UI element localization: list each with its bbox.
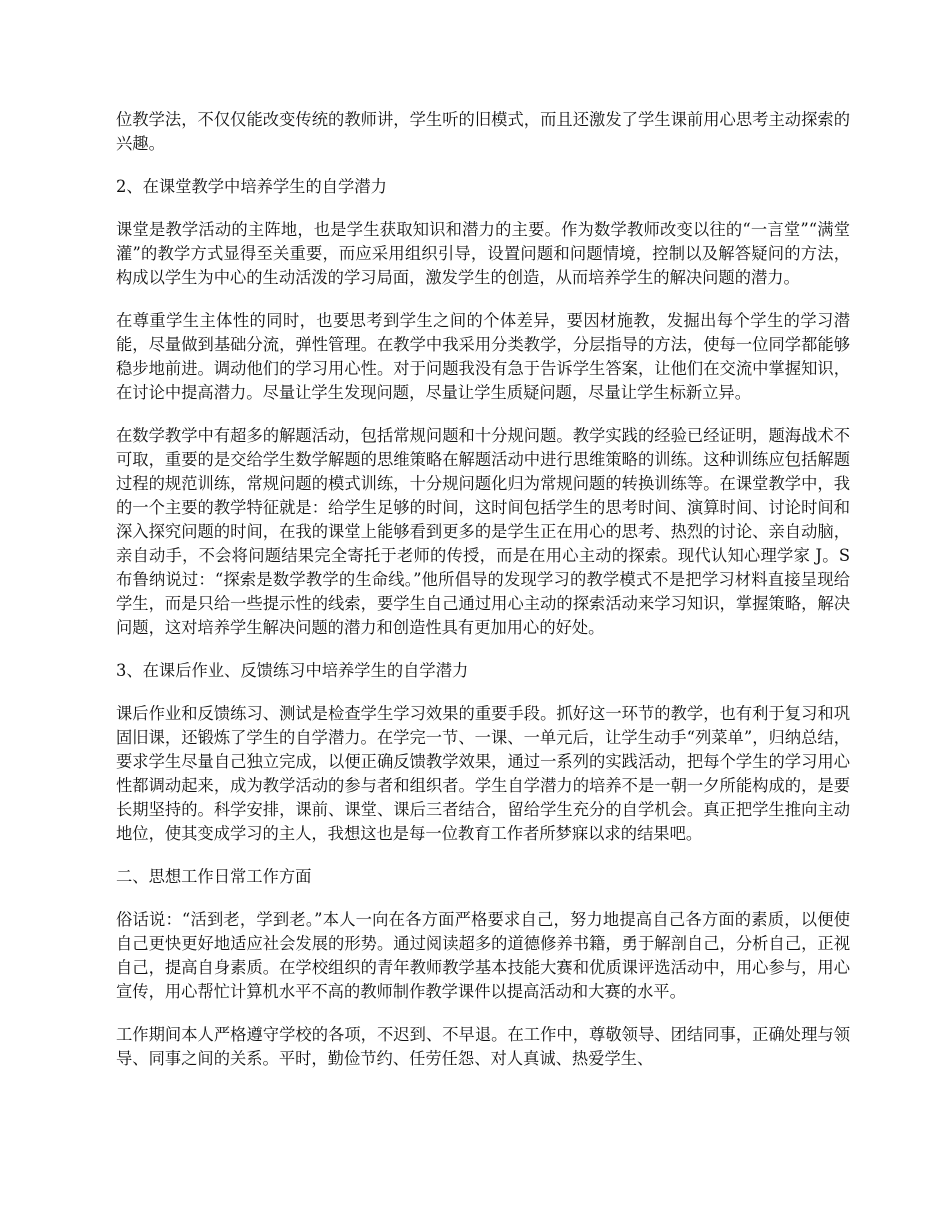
- body-paragraph: 工作期间本人严格遵守学校的各项，不迟到、不早退。在工作中，尊敬领导、团结同事，正确处理与领导、同事之间的关系。平时，勤俭节约、任劳任怨、对人真诚、热爱学生、: [116, 1025, 850, 1068]
- body-paragraph: 课堂是教学活动的主阵地，也是学生获取知识和潜力的主要。作为数学教师改变以往的“一言堂”“满堂灌”的教学方式显得至关重要，而应采用组织引导，设置问题和问题情境，控制以及解答疑问的方法，构成以学生为中心的生动活泼的学习局面，激发学生的创造，从而培养学生的解决问题的潜力。: [116, 220, 850, 287]
- body-paragraph: 在尊重学生主体性的同时，也要思考到学生之间的个体差异，要因材施教，发掘出每个学生的学习潜能，尽量做到基础分流，弹性管理。在教学中我采用分类教学，分层指导的方法，使每一位同学都能够稳步地前进。调动他们的学习用心性。对于问题我没有急于告诉学生答案，让他们在交流中掌握知识，在讨论中提高潜力。尽量让学生发现问题，尽量让学生质疑问题，尽量让学生标新立异。: [116, 311, 850, 402]
- section-heading: 3、在课后作业、反馈练习中培养学生的自学潜力: [116, 661, 469, 680]
- section-heading: 二、思想工作日常工作方面: [116, 867, 312, 886]
- body-paragraph: 在数学教学中有超多的解题活动，包括常规问题和十分规问题。教学实践的经验已经证明，题海战术不可取，重要的是交给学生数学解题的思维策略在解题活动中进行思维策略的训练。这种训练应包括解题过程的规范训练，常规问题的模式训练，十分规问题化归为常规问题的转换训练等。在课堂教学中，我的一个主要的教学特征就是：给学生足够的时间，这时间包括学生的思考时间、演算时间、讨论时间和深入探究问题的时间，在我的课堂上能够看到更多的是学生正在用心的思考、热烈的讨论、亲自动脑，亲自动手，不会将问题结果完全寄托于老师的传授，而是在用心主动的探索。现代认知心理学家 J。S 布鲁纳说过：“探索是数学教学的生命线。”他所倡导的发现学习的教学模式不是把学习材料直接呈现给学生，而是只给一些提示性的线索，要学生自己通过用心主动的探索活动来学习知识，掌握策略，解决问题，这对培养学生解决问题的潜力和创造性具有更加用心的好处。: [116, 426, 850, 637]
- body-paragraph: 课后作业和反馈练习、测试是检查学生学习效果的重要手段。抓好这一环节的教学，也有利于复习和巩固旧课，还锻炼了学生的自学潜力。在学完一节、一课、一单元后，让学生动手“列菜单”，归纳总结，要求学生尽量自己独立完成，以便正确反馈教学效果，通过一系列的实践活动，把每个学生的学习用心性都调动起来，成为教学活动的参与者和组织者。学生自学潜力的培养不是一朝一夕所能构成的，是要长期坚持的。科学安排，课前、课堂、课后三者结合，留给学生充分的自学机会。真正把学生推向主动地位，使其变成学习的主人，我想这也是每一位教育工作者所梦寐以求的结果吧。: [116, 704, 850, 843]
- body-paragraph: 俗话说：“活到老，学到老。”本人一向在各方面严格要求自己，努力地提高自己各方面的素质，以便使自己更快更好地适应社会发展的形势。通过阅读超多的道德修养书籍，勇于解剖自己，分析自己，正视自己，提高自身素质。在学校组织的青年教师教学基本技能大赛和优质课评选活动中，用心参与，用心宣传，用心帮忙计算机水平不高的教师制作教学课件以提高活动和大赛的水平。: [116, 910, 850, 1001]
- body-paragraph: 位教学法，不仅仅能改变传统的教师讲，学生听的旧模式，而且还激发了学生课前用心思考主动探索的兴趣。: [116, 110, 850, 153]
- section-heading: 2、在课堂教学中培养学生的自学潜力: [116, 177, 387, 196]
- document-page: [116, 108, 850, 1090]
